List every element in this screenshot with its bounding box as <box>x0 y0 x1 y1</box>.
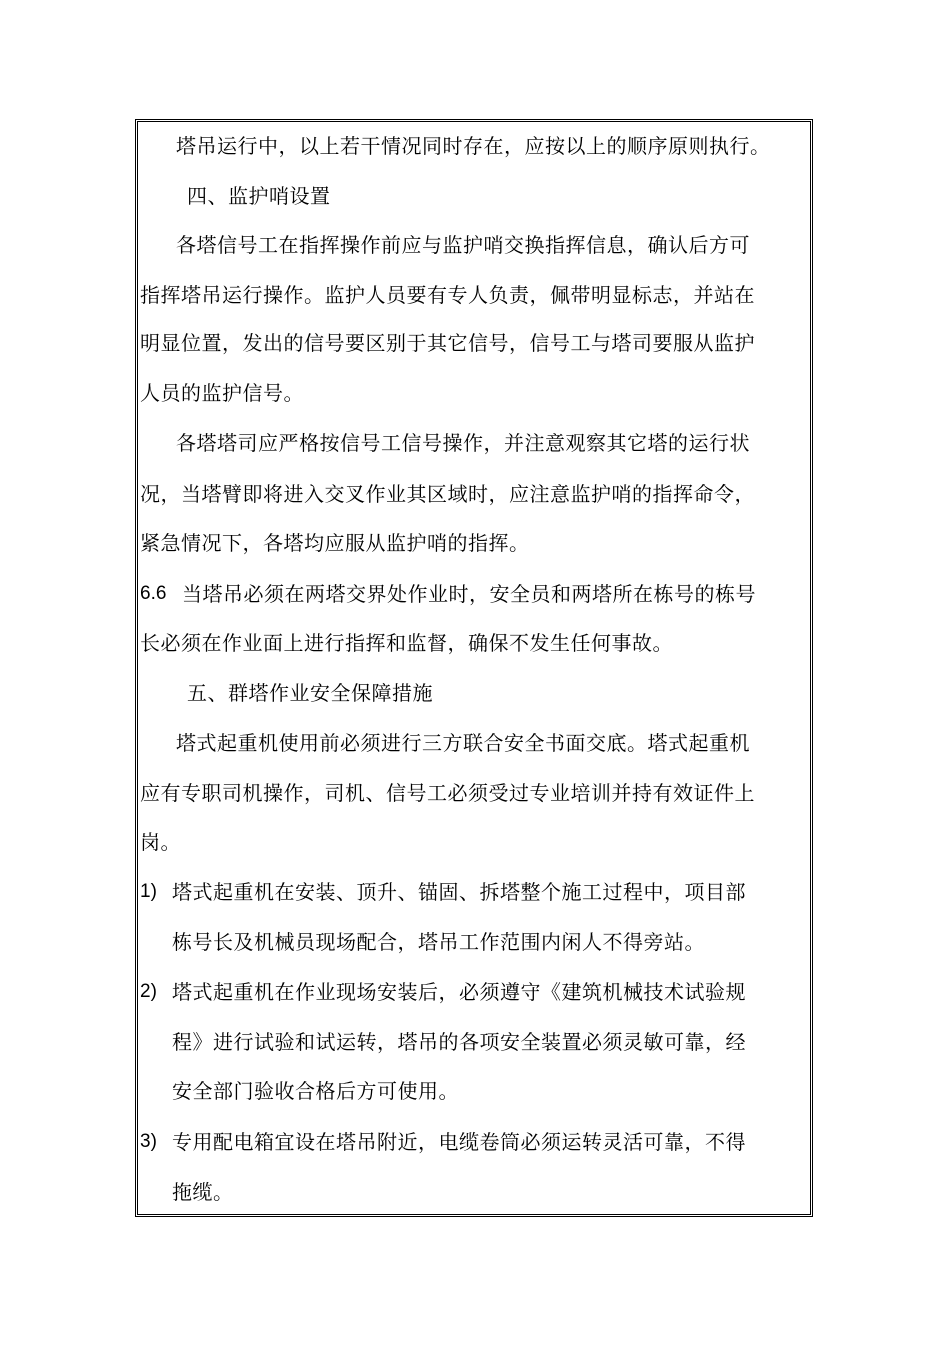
list-number-1: 1) <box>140 881 157 902</box>
list-item-text: 专用配电箱宜设在塔吊附近，电缆卷筒必须运转灵活可靠，不得 <box>172 1130 746 1154</box>
text-line: 长必须在作业面上进行指挥和监督，确保不发生任何事故。 <box>140 631 673 655</box>
text-line: 岗。 <box>140 830 181 854</box>
text-line: 各塔信号工在指挥操作前应与监护哨交换指挥信息，确认后方可 <box>176 233 750 257</box>
list-item-text: 程》进行试验和试运转，塔吊的各项安全装置必须灵敏可靠，经 <box>172 1030 746 1054</box>
text-line: 塔吊运行中，以上若干情况同时存在，应按以上的顺序原则执行。 <box>176 134 771 158</box>
list-item-text: 安全部门验收合格后方可使用。 <box>172 1079 459 1103</box>
section-heading-5: 五、群塔作业安全保障措施 <box>187 681 433 705</box>
text-line: 况，当塔臂即将进入交叉作业其区域时，应注意监护哨的指挥命令， <box>140 482 755 506</box>
list-item-text: 塔式起重机在作业现场安装后，必须遵守《建筑机械技术试验规 <box>172 980 746 1004</box>
text-line: 塔式起重机使用前必须进行三方联合安全书面交底。塔式起重机 <box>176 731 750 755</box>
text-line: 紧急情况下，各塔均应服从监护哨的指挥。 <box>140 531 530 555</box>
list-item-text: 拖缆。 <box>172 1180 234 1204</box>
list-item-text: 栋号长及机械员现场配合，塔吊工作范围内闲人不得旁站。 <box>172 930 705 954</box>
list-number-3: 3) <box>140 1131 157 1152</box>
text-line: 明显位置，发出的信号要区别于其它信号，信号工与塔司要服从监护 <box>140 331 755 355</box>
section-heading-4: 四、监护哨设置 <box>187 184 331 208</box>
section-number-6-6: 6.6 <box>140 583 167 604</box>
text-line: 当塔吊必须在两塔交界处作业时，安全员和两塔所在栋号的栋号 <box>182 582 756 606</box>
text-line: 应有专职司机操作，司机、信号工必须受过专业培训并持有效证件上 <box>140 781 755 805</box>
list-number-2: 2) <box>140 981 157 1002</box>
list-item-text: 塔式起重机在安装、顶升、锚固、拆塔整个施工过程中，项目部 <box>172 880 746 904</box>
text-line: 各塔塔司应严格按信号工信号操作，并注意观察其它塔的运行状 <box>176 431 750 455</box>
text-line: 指挥塔吊运行操作。监护人员要有专人负责，佩带明显标志，并站在 <box>140 283 755 307</box>
text-line: 人员的监护信号。 <box>140 381 304 405</box>
